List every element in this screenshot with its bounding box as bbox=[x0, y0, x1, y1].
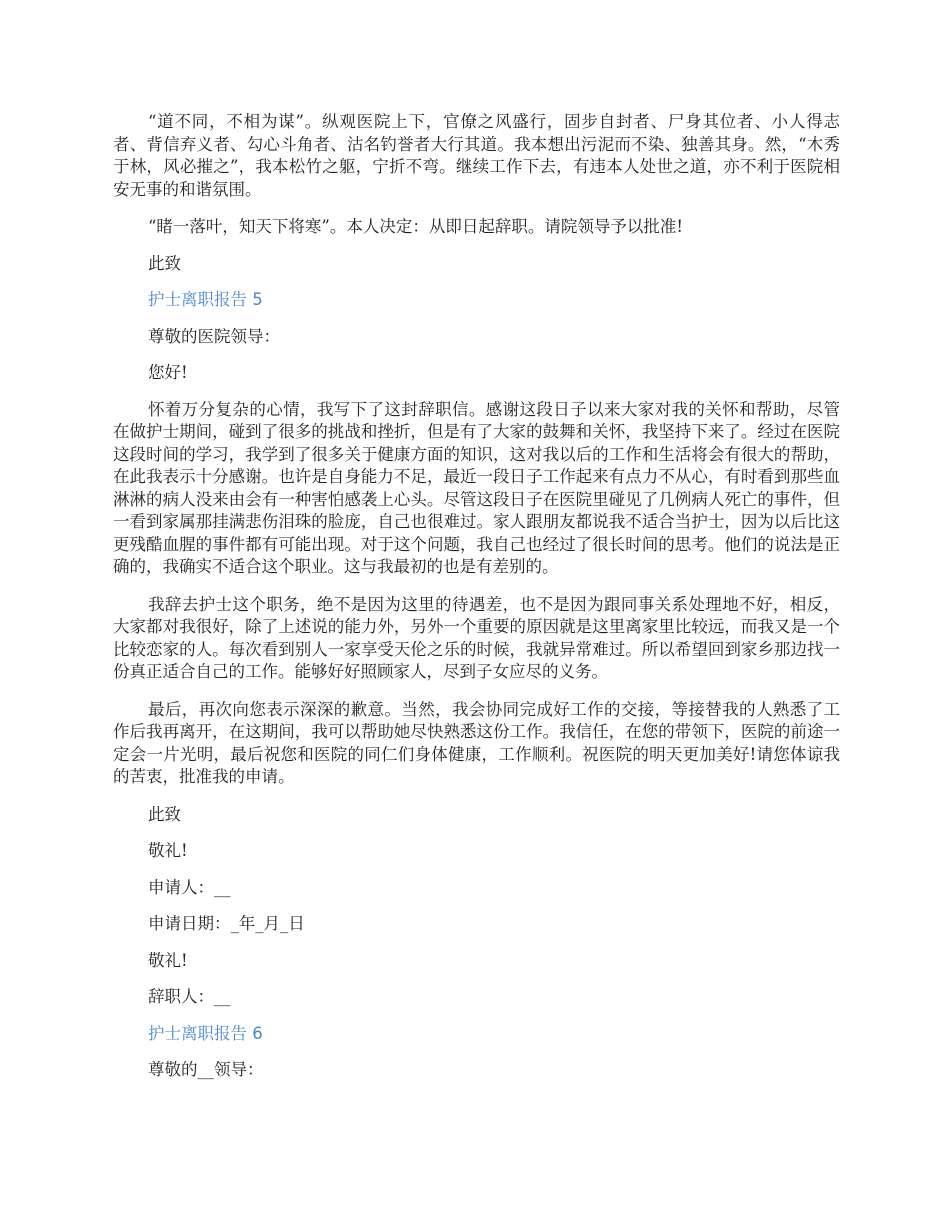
greeting-5: 您好! bbox=[148, 363, 188, 382]
section-heading-5: 护士离职报告 5 bbox=[148, 290, 263, 309]
applicant-line: 申请人：__ bbox=[148, 877, 231, 897]
paragraph-4: 我辞去护士这个职务，绝不是因为这里的待遇差，也不是因为跟同事关系处理地不好，相反，大家都对我很好，除了上述说的能力外，另外一个重要的原因就是这里离家里比较远，而我又是一个比较恋家的人。每次看到别人一家享受天伦之乐的时候，我就异常难过。所以希望回到家乡那边找一份真正适合自己的工作。能够好好照顾家人，尽到子女应尽的义务。 bbox=[113, 594, 840, 681]
document-body bbox=[113, 111, 840, 1096]
salutation-5: 尊敬的医院领导： bbox=[148, 326, 280, 346]
apply-date-line: 申请日期：_年_月_日 bbox=[148, 914, 305, 933]
closing-line-2: 此致 bbox=[148, 804, 181, 824]
resigner-line: 辞职人：__ bbox=[148, 987, 231, 1006]
paragraph-3: 怀着万分复杂的心情，我写下了这封辞职信。感谢这段日子以来大家对我的关怀和帮助，尽管在做护士期间，碰到了很多的挑战和挫折，但是有了大家的鼓舞和关怀，我坚持下来了。经过在医院这段时间的学习，我学到了很多关于健康方面的知识，这对我以后的工作和生活将会有很大的帮助，在此我表示十分感谢。也许是自身能力不足，最近一段日子工作起来有点力不从心，有时看到那些血淋淋的病人没来由会有一种害怕感袭上心头。尽管这段日子在医院里碰见了几例病人死亡的事件，但一看到家属那挂满悲伤泪珠的脸庞，自己也很难过。家人跟朋友都说我不适合当护士，因为以后比这更残酷血腥的事件都有可能出现。对于这个问题，我自己也经过了很长时间的思考。他们的说法是正确的，我确实不适合这个职业。这与我最初的也是有差别的。 bbox=[113, 399, 840, 576]
paragraph-5: 最后，再次向您表示深深的歉意。当然，我会协同完成好工作的交接，等接替我的人熟悉了工作后我再离开，在这期间，我可以帮助她尽快熟悉这份工作。我信任，在您的带领下，医院的前途一定会一片光明，最后祝您和医院的同仁们身体健康，工作顺利。祝医院的明天更加美好!请您体谅我的苦衷，批准我的申请。 bbox=[113, 699, 840, 786]
salutation-6: 尊敬的__领导： bbox=[148, 1060, 264, 1079]
closing-line-1: 此致 bbox=[148, 253, 181, 273]
section-heading-6: 护士离职报告 6 bbox=[148, 1023, 263, 1043]
paragraph-2: “睹一落叶，知天下将寒”。本人决定：从即日起辞职。请院领导予以批准! bbox=[148, 217, 684, 236]
paragraph-1: “道不同，不相为谋”。纵观医院上下，官僚之风盛行，固步自封者、尸身其位者、小人得志者、背信弃义者、勾心斗角者、沽名钓誉者大行其道。我本想出污泥而不染、独善其身。然，“木秀于林，风必摧之”，我本松竹之躯，宁折不弯。继续工作下去，有违本人处世之道，亦不利于医院相安无事的和谐氛围。 bbox=[113, 112, 840, 199]
regards-line-2: 敬礼! bbox=[148, 950, 188, 970]
regards-line-1: 敬礼! bbox=[148, 841, 188, 860]
